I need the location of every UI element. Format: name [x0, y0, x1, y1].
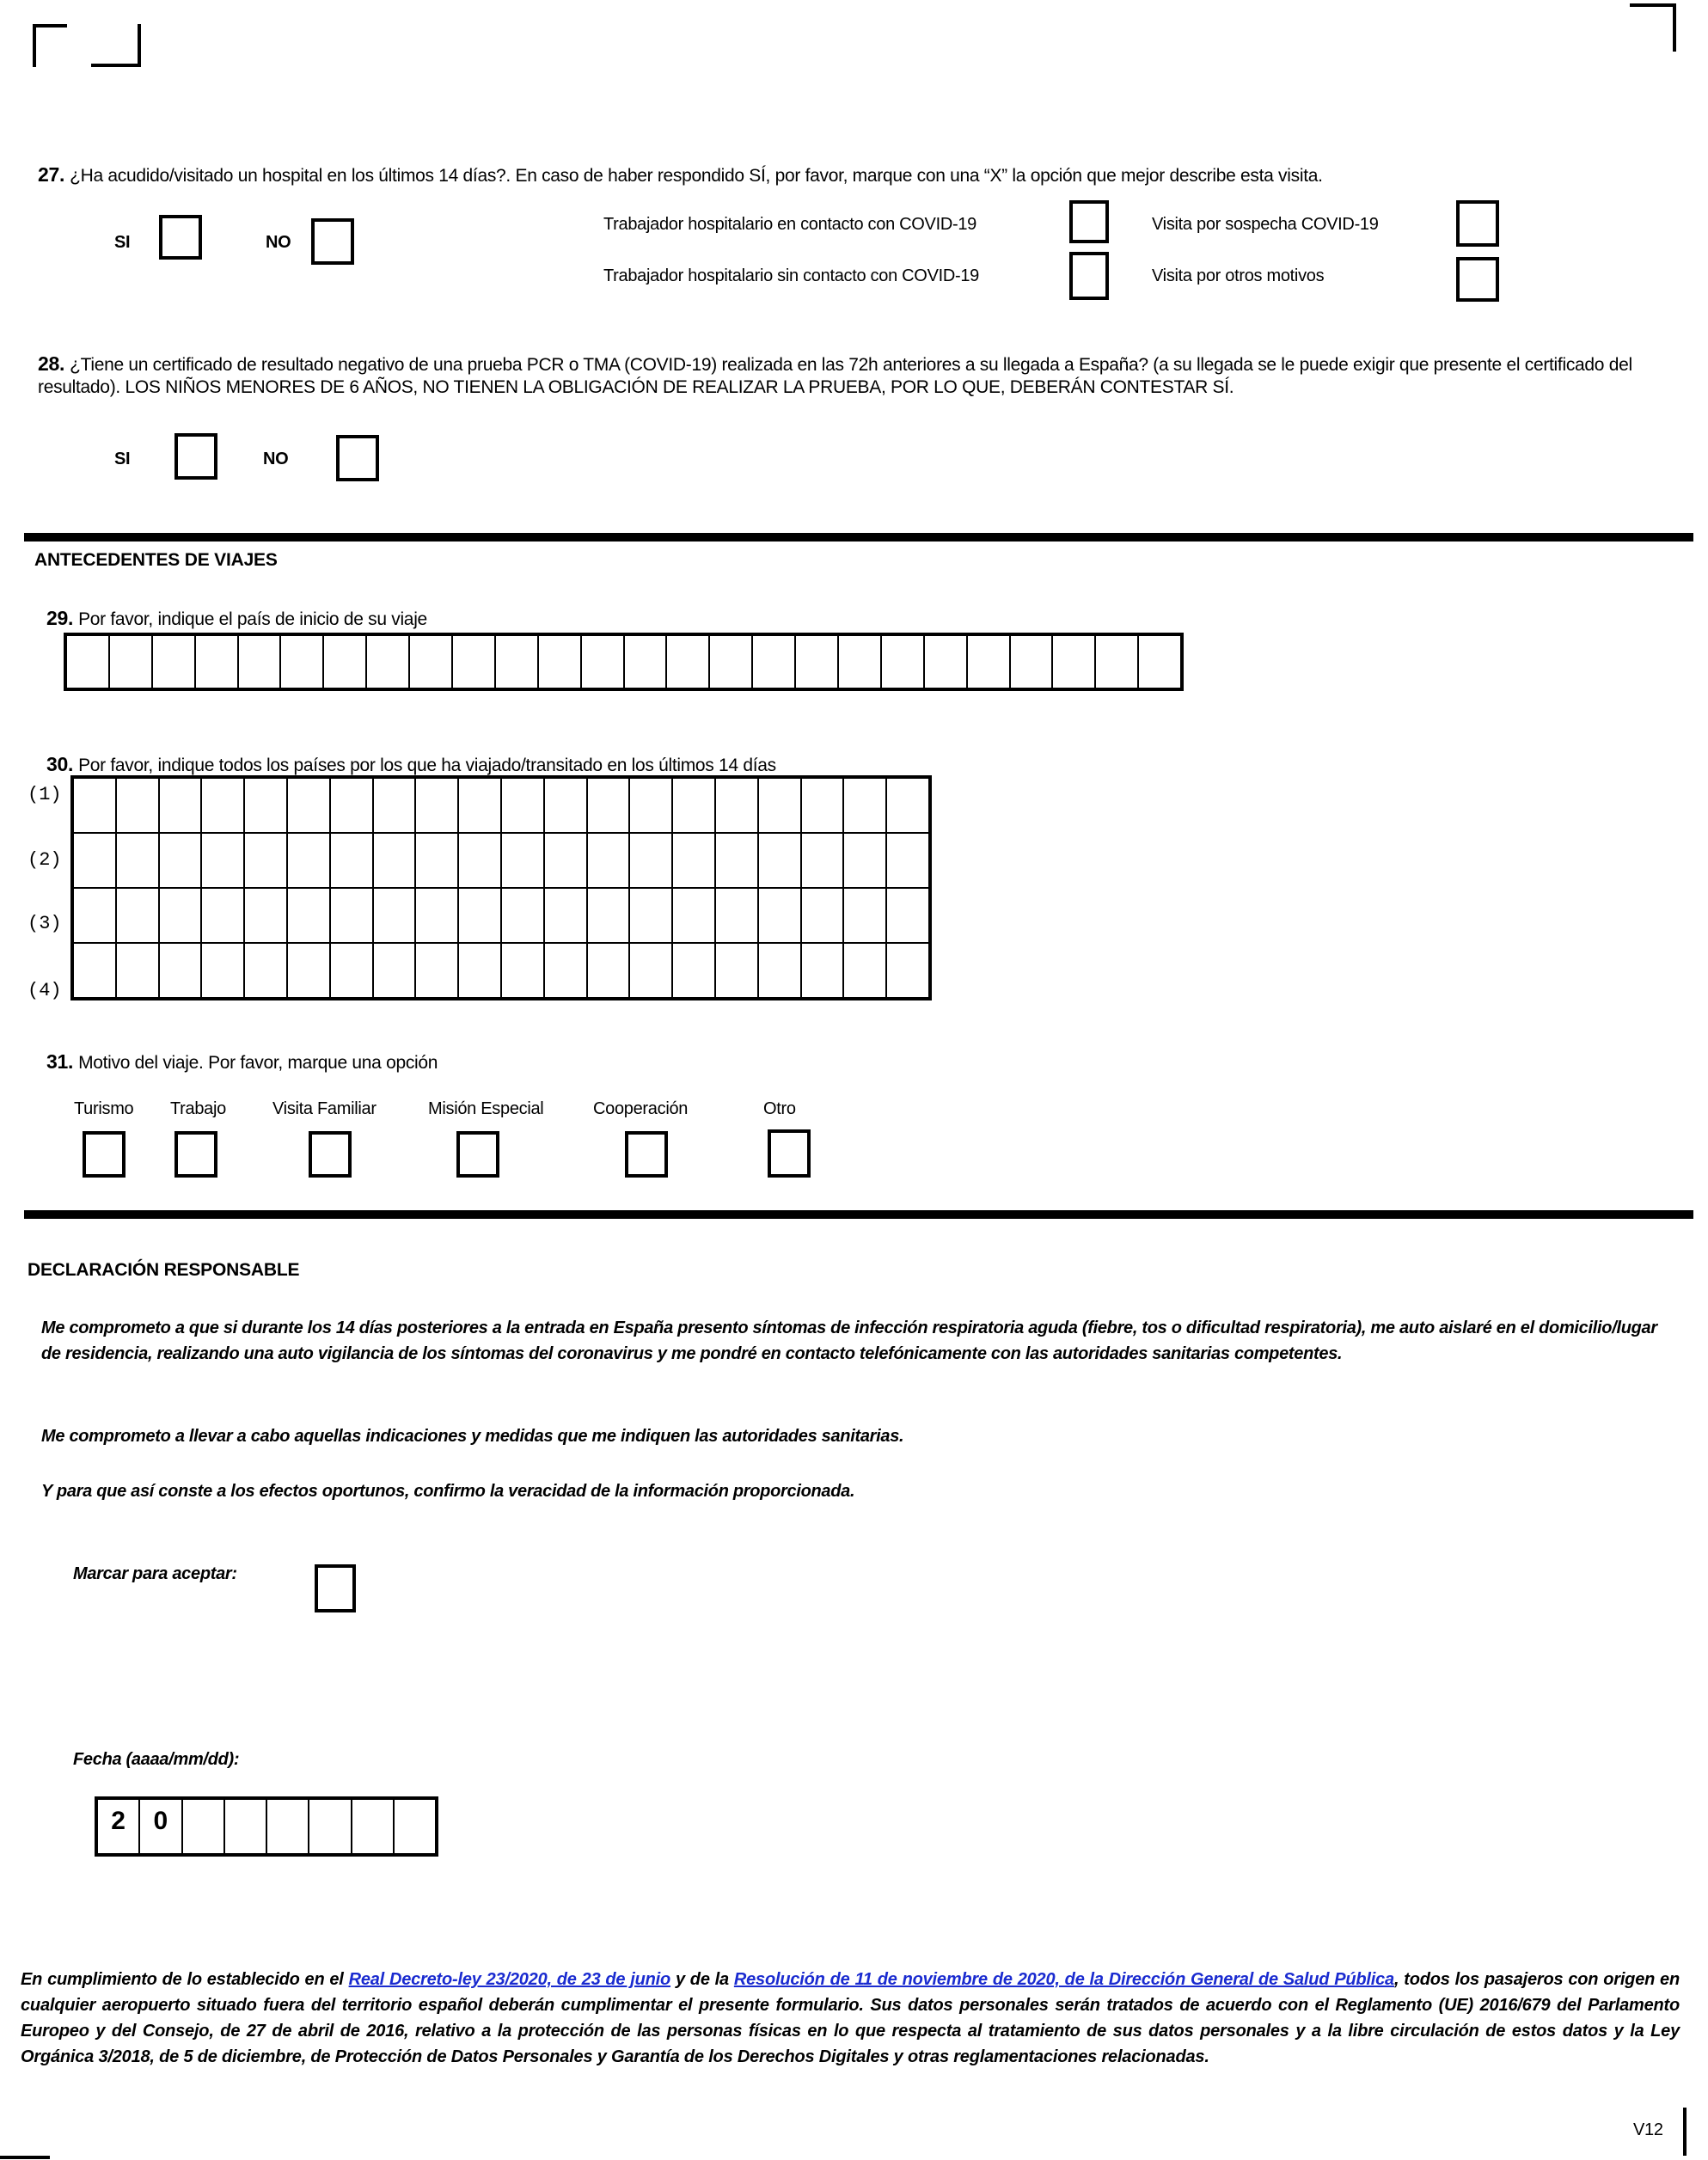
q27-option-3-label: Trabajador hospitalario sin contacto con COVID-19	[603, 266, 980, 285]
q27-yes-checkbox[interactable]	[159, 215, 202, 260]
legal-footer	[21, 1967, 1680, 2070]
q31-option-otro-label: Otro	[763, 1099, 796, 1118]
q28-yes-checkbox[interactable]	[174, 433, 217, 480]
q31-option-trabajo-checkbox[interactable]	[174, 1131, 217, 1178]
section-title-travel: ANTECEDENTES DE VIAJES	[34, 550, 278, 570]
q27-text: ¿Ha acudido/visitado un hospital en los últimos 14 días?. En caso de haber respondido SÍ, por favor, marque con una “X” la opción que mejor describe esta visita.	[70, 166, 1323, 186]
q30-row-label-1: (1)	[28, 784, 62, 805]
date-digit-2: 0	[138, 1800, 181, 1853]
q30-text: Por favor, indique todos los países por los que ha viajado/transitado en los últimos 14 días	[78, 756, 776, 775]
q29-question	[46, 607, 427, 631]
q30-country-input-2[interactable]	[74, 832, 928, 887]
q27-option-1-label: Trabajador hospitalario en contacto con COVID-19	[603, 215, 976, 234]
date-digit-7	[351, 1800, 393, 1853]
q28-text: ¿Tiene un certificado de resultado negativo de una prueba PCR o TMA (COVID-19) realizada en las 72h anteriores a su llegada a España? (a su llegada se le puede exigir que presente el certificado del resultado). LOS NIÑOS MENORES DE 6 AÑOS, NO TIENEN LA OBLIGACIÓN DE REALIZAR LA PRUEBA, POR LO QUE, DEBERÁN CONTESTAR SÍ.	[38, 355, 1632, 397]
q31-option-mision-especial-checkbox[interactable]	[456, 1131, 499, 1178]
q27-option-1-checkbox[interactable]	[1069, 200, 1109, 243]
q31-option-cooperacion-label: Cooperación	[593, 1099, 689, 1118]
q30-country-input-3[interactable]	[74, 887, 928, 942]
q29-country-input[interactable]	[64, 633, 1184, 691]
q31-option-visita-familiar-label: Visita Familiar	[272, 1099, 376, 1118]
accept-checkbox[interactable]	[315, 1564, 356, 1612]
corner-mark-top-left-h	[33, 24, 67, 28]
footer-text-3: , todos los pasajeros con origen en cualquier aeropuerto situado fuera del territorio español deberán cumplimentar el presente formulario. Sus datos personales serán tratados de acuerdo con el Reglamento (UE) 2016/679 del Parlamento Europeo y del Consejo, de 27 de abril de 2016, relativo a la protección de las personas físicas en lo que respecta al tratamiento de sus datos personales y a la libre circulación de estos datos y la Ley Orgánica 3/2018, de 5 de diciembre, de Protección de Datos Personales y Garantía de los Derechos Digitales y otras reglamentaciones relacionadas.	[21, 1970, 1680, 2066]
q30-number: 30.	[46, 753, 74, 775]
date-digit-6	[308, 1800, 350, 1853]
q31-option-turismo-checkbox[interactable]	[83, 1131, 125, 1178]
date-label: Fecha (aaaa/mm/dd):	[73, 1750, 240, 1769]
version-label: V12	[1633, 2120, 1663, 2139]
date-digit-3	[181, 1800, 223, 1853]
footer-link-resolucion[interactable]: Resolución de 11 de noviembre de 2020, de la Dirección General de Salud Pública	[733, 1970, 1394, 1989]
q27-no-label: NO	[266, 233, 291, 252]
declaration-paragraph-1: Me comprometo a que si durante los 14 días posteriores a la entrada en España presento síntomas de infección respiratoria aguda (fiebre, tos o dificultad respiratoria), me auto aislaré en el domicilio/lugar de residencia, realizando una auto vigilancia de los síntomas del coronavirus y me pondré en contacto telefónicamente con las autoridades sanitarias competentes.	[41, 1319, 1657, 1363]
q29-text: Por favor, indique el país de inicio de su viaje	[78, 609, 427, 629]
q31-option-otro-checkbox[interactable]	[768, 1129, 811, 1178]
section-divider-1	[24, 533, 1693, 542]
q30-row-label-4: (4)	[28, 980, 62, 1001]
q31-question	[46, 1050, 438, 1074]
declaration-paragraph-3: Y para que así conste a los efectos oportunos, confirmo la veracidad de la información proporcionada.	[41, 1482, 855, 1501]
q27-question	[38, 163, 1671, 187]
q31-option-cooperacion-checkbox[interactable]	[625, 1131, 668, 1178]
q31-option-turismo-label: Turismo	[74, 1099, 134, 1118]
q27-option-2-checkbox[interactable]	[1456, 200, 1499, 247]
q31-number: 31.	[46, 1050, 74, 1073]
q27-option-4-label: Visita por otros motivos	[1152, 266, 1325, 285]
q28-question	[38, 352, 1708, 399]
q27-no-checkbox[interactable]	[311, 218, 354, 265]
q29-number: 29.	[46, 607, 74, 629]
q30-question	[46, 753, 776, 777]
date-digit-5	[266, 1800, 308, 1853]
q27-yes-label: SI	[114, 233, 131, 252]
q31-option-mision-especial-label: Misión Especial	[428, 1099, 544, 1118]
section-divider-2	[24, 1210, 1693, 1219]
corner-mark-top-left-2	[138, 24, 141, 67]
footer-text-2: y de la	[670, 1970, 734, 1989]
corner-mark-bottom-right	[1683, 2108, 1687, 2156]
footer-link-real-decreto[interactable]: Real Decreto-ley 23/2020, de 23 de junio	[348, 1970, 671, 1989]
q27-number: 27.	[38, 163, 65, 186]
corner-mark-top-right-h	[1630, 3, 1676, 7]
date-digit-8	[393, 1800, 435, 1853]
q31-text: Motivo del viaje. Por favor, marque una opción	[78, 1053, 438, 1073]
q30-row-label-2: (2)	[28, 849, 62, 871]
q28-no-checkbox[interactable]	[336, 435, 379, 481]
date-digit-4	[223, 1800, 266, 1853]
q31-option-trabajo-label: Trabajo	[170, 1099, 226, 1118]
q27-option-4-checkbox[interactable]	[1456, 257, 1499, 302]
q28-no-label: NO	[263, 450, 289, 468]
q27-option-3-checkbox[interactable]	[1069, 252, 1109, 300]
corner-mark-top-left	[33, 24, 36, 67]
q27-option-2-label: Visita por sospecha COVID-19	[1152, 215, 1379, 234]
corner-mark-bottom-left	[0, 2156, 50, 2159]
date-digit-1: 2	[111, 1807, 125, 1835]
corner-mark-top-right	[1673, 3, 1676, 52]
footer-text-1: En cumplimiento de lo establecido en el	[21, 1970, 349, 1989]
q28-number: 28.	[38, 352, 65, 375]
section-title-declaration: DECLARACIÓN RESPONSABLE	[28, 1260, 300, 1280]
declaration-paragraph-2: Me comprometo a llevar a cabo aquellas indicaciones y medidas que me indiquen las autoridades sanitarias.	[41, 1427, 904, 1446]
corner-mark-top-left-2h	[91, 64, 141, 67]
q30-countries-grid	[70, 775, 932, 1000]
q28-yes-label: SI	[114, 450, 131, 468]
q30-country-input-1[interactable]	[74, 779, 928, 832]
date-input[interactable]	[95, 1796, 438, 1857]
q30-row-label-3: (3)	[28, 913, 62, 934]
q31-option-visita-familiar-checkbox[interactable]	[309, 1131, 352, 1178]
q30-country-input-4[interactable]	[74, 942, 928, 997]
accept-label: Marcar para aceptar:	[73, 1564, 237, 1583]
